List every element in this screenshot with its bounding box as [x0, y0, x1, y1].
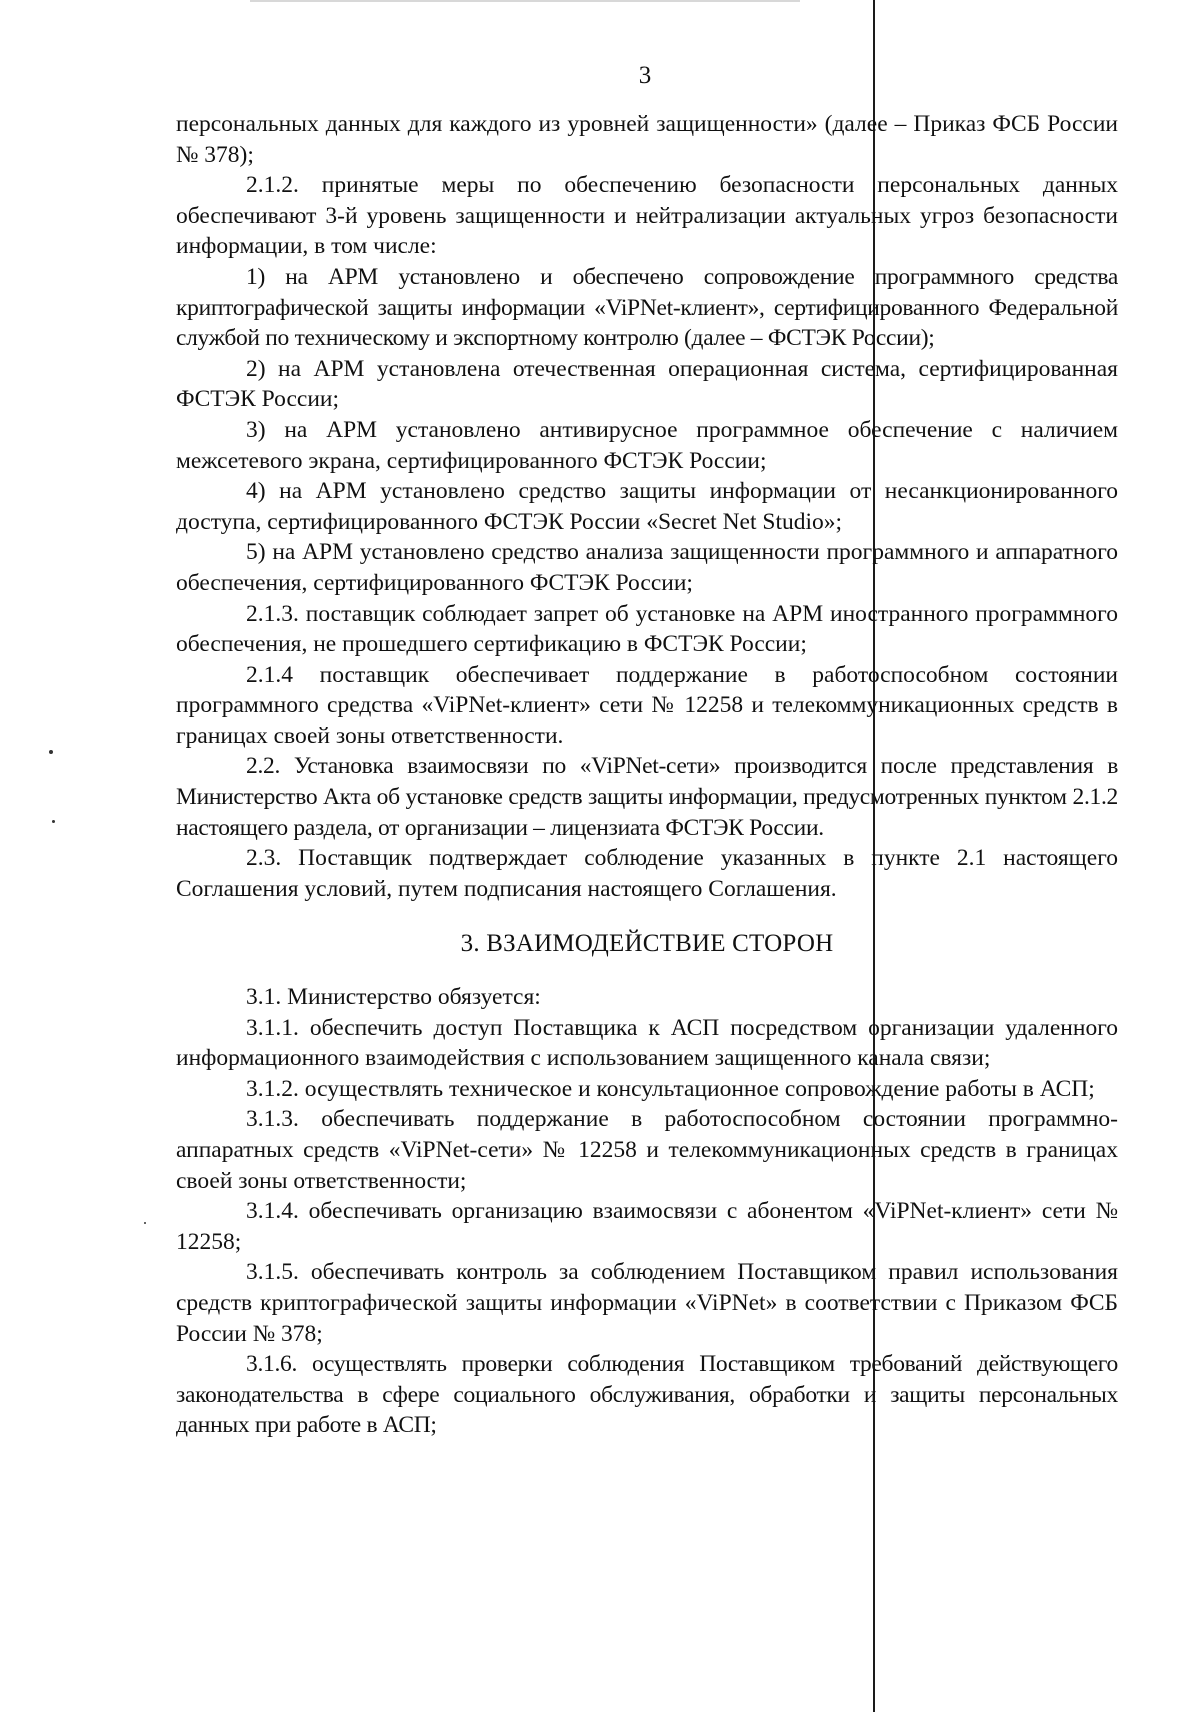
paragraph: 1) на АРМ установлено и обеспечено сопровождение программного средства криптографической защиты информации «ViPNet-клиент», сертифицированного Федеральной службой по техническому и экспортному контролю (далее – ФСТЭК России); [176, 263, 1118, 352]
scan-speck [144, 1222, 146, 1224]
paragraph: 3.1. Министерство обязуется: [246, 984, 541, 1011]
section-heading: 3. ВЗАИМОДЕЙСТВИЕ СТОРОН [460, 930, 834, 958]
page-number: 3 [638, 62, 652, 89]
paragraph: 3) на АРМ установлено антивирусное программное обеспечение с наличием межсетевого экрана, сертифицированного ФСТЭК России; [176, 416, 1118, 474]
paragraph: 3.1.3. обеспечивать поддержание в работоспособном состоянии программно-аппаратных средств «ViPNet-сети» № 12258 и телекоммуникационных средств в границах своей зоны ответственности; [176, 1106, 1118, 1194]
paragraph: 2.1.3. поставщик соблюдает запрет об установке на АРМ иностранного программного обеспечения, не прошедшего сертификацию в ФСТЭК России; [176, 600, 1118, 658]
paragraph: 2) на АРМ установлена отечественная операционная система, сертифицированная ФСТЭК России; [176, 355, 1118, 413]
paragraph: 3.1.2. осуществлять техническое и консультационное сопровождение работы в АСП; [246, 1075, 1095, 1102]
paragraph: 2.1.4 поставщик обеспечивает поддержание в работоспособном состоянии программного средства «ViPNet-клиент» сети № 12258 и телекоммуникационных средств в границах своей зоны ответственности. [176, 661, 1118, 749]
paragraph: 3.1.5. обеспечивать контроль за соблюдением Поставщиком правил использования средств криптографической защиты информации «ViPNet» в соответствии с Приказом ФСБ России № 378; [176, 1259, 1118, 1347]
paragraph: 3.1.6. осуществлять проверки соблюдения Поставщиком требований действующего законодательства в сфере социального обслуживания, обработки и защиты персональных данных при работе в АСП; [176, 1351, 1118, 1439]
paragraph: 2.1.2. принятые меры по обеспечению безопасности персональных данных обеспечивают 3-й уровень защищенности и нейтрализации актуальных угроз безопасности информации, в том числе: [176, 172, 1118, 260]
paragraph: 5) на АРМ установлено средство анализа защищенности программного и аппаратного обеспечения, сертифицированного ФСТЭК России; [176, 539, 1118, 596]
paragraph: персональных данных для каждого из уровней защищенности» (далее – Приказ ФСБ России № 378); [176, 111, 1118, 168]
paragraph: 2.2. Установка взаимосвязи по «ViPNet-сети» производится после представления в Министерство Акта об установке средств защиты информации, предусмотренных пунктом 2.1.2 настоящего раздела, от организации – лицензиата ФСТЭК России. [176, 753, 1118, 841]
paragraph: 2.3. Поставщик подтверждает соблюдение указанных в пункте 2.1 настоящего Соглашения условий, путем подписания настоящего Соглашения. [176, 845, 1118, 902]
paragraph: 3.1.1. обеспечить доступ Поставщика к АСП посредством организации удаленного информационного взаимодействия с использованием защищенного канала связи; [176, 1014, 1118, 1072]
paragraph: 4) на АРМ установлено средство защиты информации от несанкционированного доступа, сертифицированного ФСТЭК России «Secret Net Studio»; [176, 478, 1118, 535]
scan-top-edge [250, 0, 800, 2]
scan-speck [49, 750, 53, 754]
paragraph: 3.1.4. обеспечивать организацию взаимосвязи с абонентом «ViPNet-клиент» сети № 12258; [176, 1198, 1118, 1255]
scan-speck [52, 820, 55, 823]
document-body [176, 109, 1118, 1441]
